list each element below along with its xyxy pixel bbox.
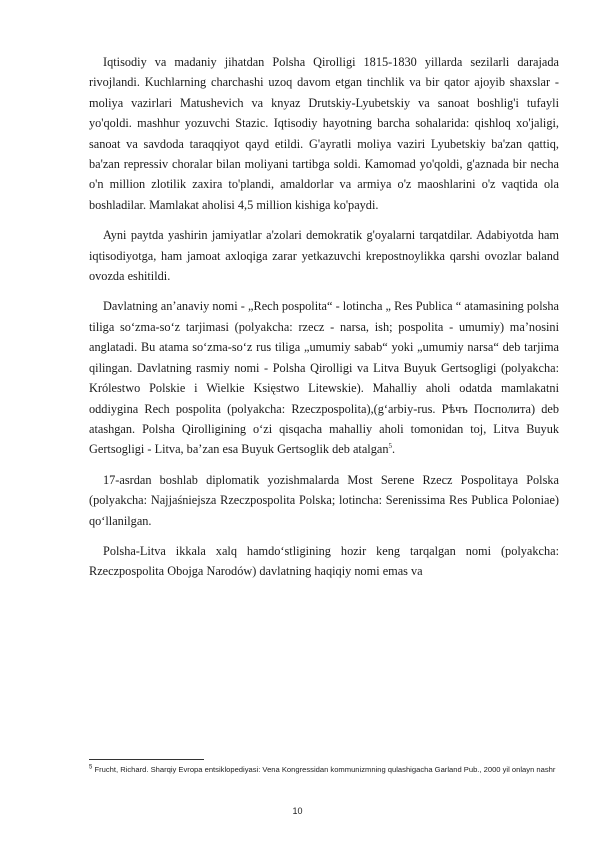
body-text [89, 52, 559, 592]
paragraph-diplomatic-name: 17-asrdan boshlab diplomatik yozishmalarda Most Serene Rzecz Pospolitaya Polska (polyakcha: Najjaśniejsza Rzeczpospolita Polska; lotincha: Serenissima Res Publica Poloniae) qo‘llanilgan. [89, 472, 559, 528]
footnote-reference[interactable]: 5 [388, 442, 392, 451]
footnote-divider [89, 759, 204, 760]
footnote-number: 5 [89, 764, 93, 771]
page-number: 10 [292, 806, 303, 816]
footnote-text: Frucht, Richard. Sharqiy Evropa entsiklopediyasi: Vena Kongressidan kommunizmning qulashigacha Garland Pub., 2000 yil onlayn nashr [92, 765, 556, 774]
paragraph-secret-societies: Ayni paytda yashirin jamiyatlar a'zolari demokratik g'oyalarni tarqatdilar. Adabiyotda ham iqtisodiyotga, ham jamoat axloqiga zarar yetkazuvchi krepostnoylikka qarshi ovozlar baland ovozda eshitildi. [89, 228, 559, 284]
paragraph-economy: Iqtisodiy va madaniy jihatdan Polsha Qirolligi 1815-1830 yillarda sezilarli darajada rivojlandi. Kuchlarning charchashi uzoq davom etgan tinchlik va bir qator ajoyib shaxslar - moliya vazirlari Matushevich va knyaz Drutskiy-Lyubetskiy va sanoat boshlig'i tufayli yo'qoldi. mashhur yozuvchi Stazic. Iqtisodiy hayotning barcha sohalarida: qishloq xo'jaligi, sanoat va savdoda taraqqiyot qayd etildi. G'ayratli moliya vaziri Lyubetskiy ba'zan qattiq, ba'zan repressiv choralar bilan moliyani tartibga soldi. Kamomad yo'qoldi, g'aznada bir necha o'n million zlotilik zaxira to'plandi, amaldorlar va armiya o'z maoshlarini o'z vaqtida ola boshladilar. Mamlakat aholisi 4,5 million kishiga ko'paydi. [89, 55, 559, 212]
footnote [89, 764, 559, 776]
paragraph-commonwealth-name: Polsha-Litva ikkala xalq hamdo‘stligining hozir keng tarqalgan nomi (polyakcha: Rzeczpospolita Obojga Narodów) davlatning haqiqiy nomi emas va [89, 543, 559, 579]
paragraph-state-name [89, 296, 559, 459]
paragraph-state-name-text: Davlatning an’anaviy nomi - „Rech pospolita“ - lotincha „ Res Publica “ atamasining polsha tiliga so‘zma-so‘z tarjimasi (polyakcha: rzecz - narsa, ish; pospolita - umumiy) ma’nosini anglatadi. Bu atama so‘zma-so‘z rus tiliga „umumiy sabab“ yoki „umumiy narsa“ deb tarjima qilingan. Davlatning rasmiy nomi - Polsha Qirolligi va Litva Buyuk Gertsogligi (polyakcha: Królestwo Polskie i Wielkie Księstwo Litewskie). Mahalliy aholi odatda mamlakatni oddiygina Rech pospolita (polyakcha: Rzeczpospolita),(g‘arbiy-rus. Рѣчъ Посполита) deb atashgan. Polsha Qirolligining o‘zi qisqacha mahalliy aholi tomonidan toj, Litva Buyuk Gertsogligi - Litva, ba’zan esa Buyuk Gertsoglik deb atalgan [89, 299, 559, 457]
paragraph-state-name-tail: . [391, 442, 396, 457]
